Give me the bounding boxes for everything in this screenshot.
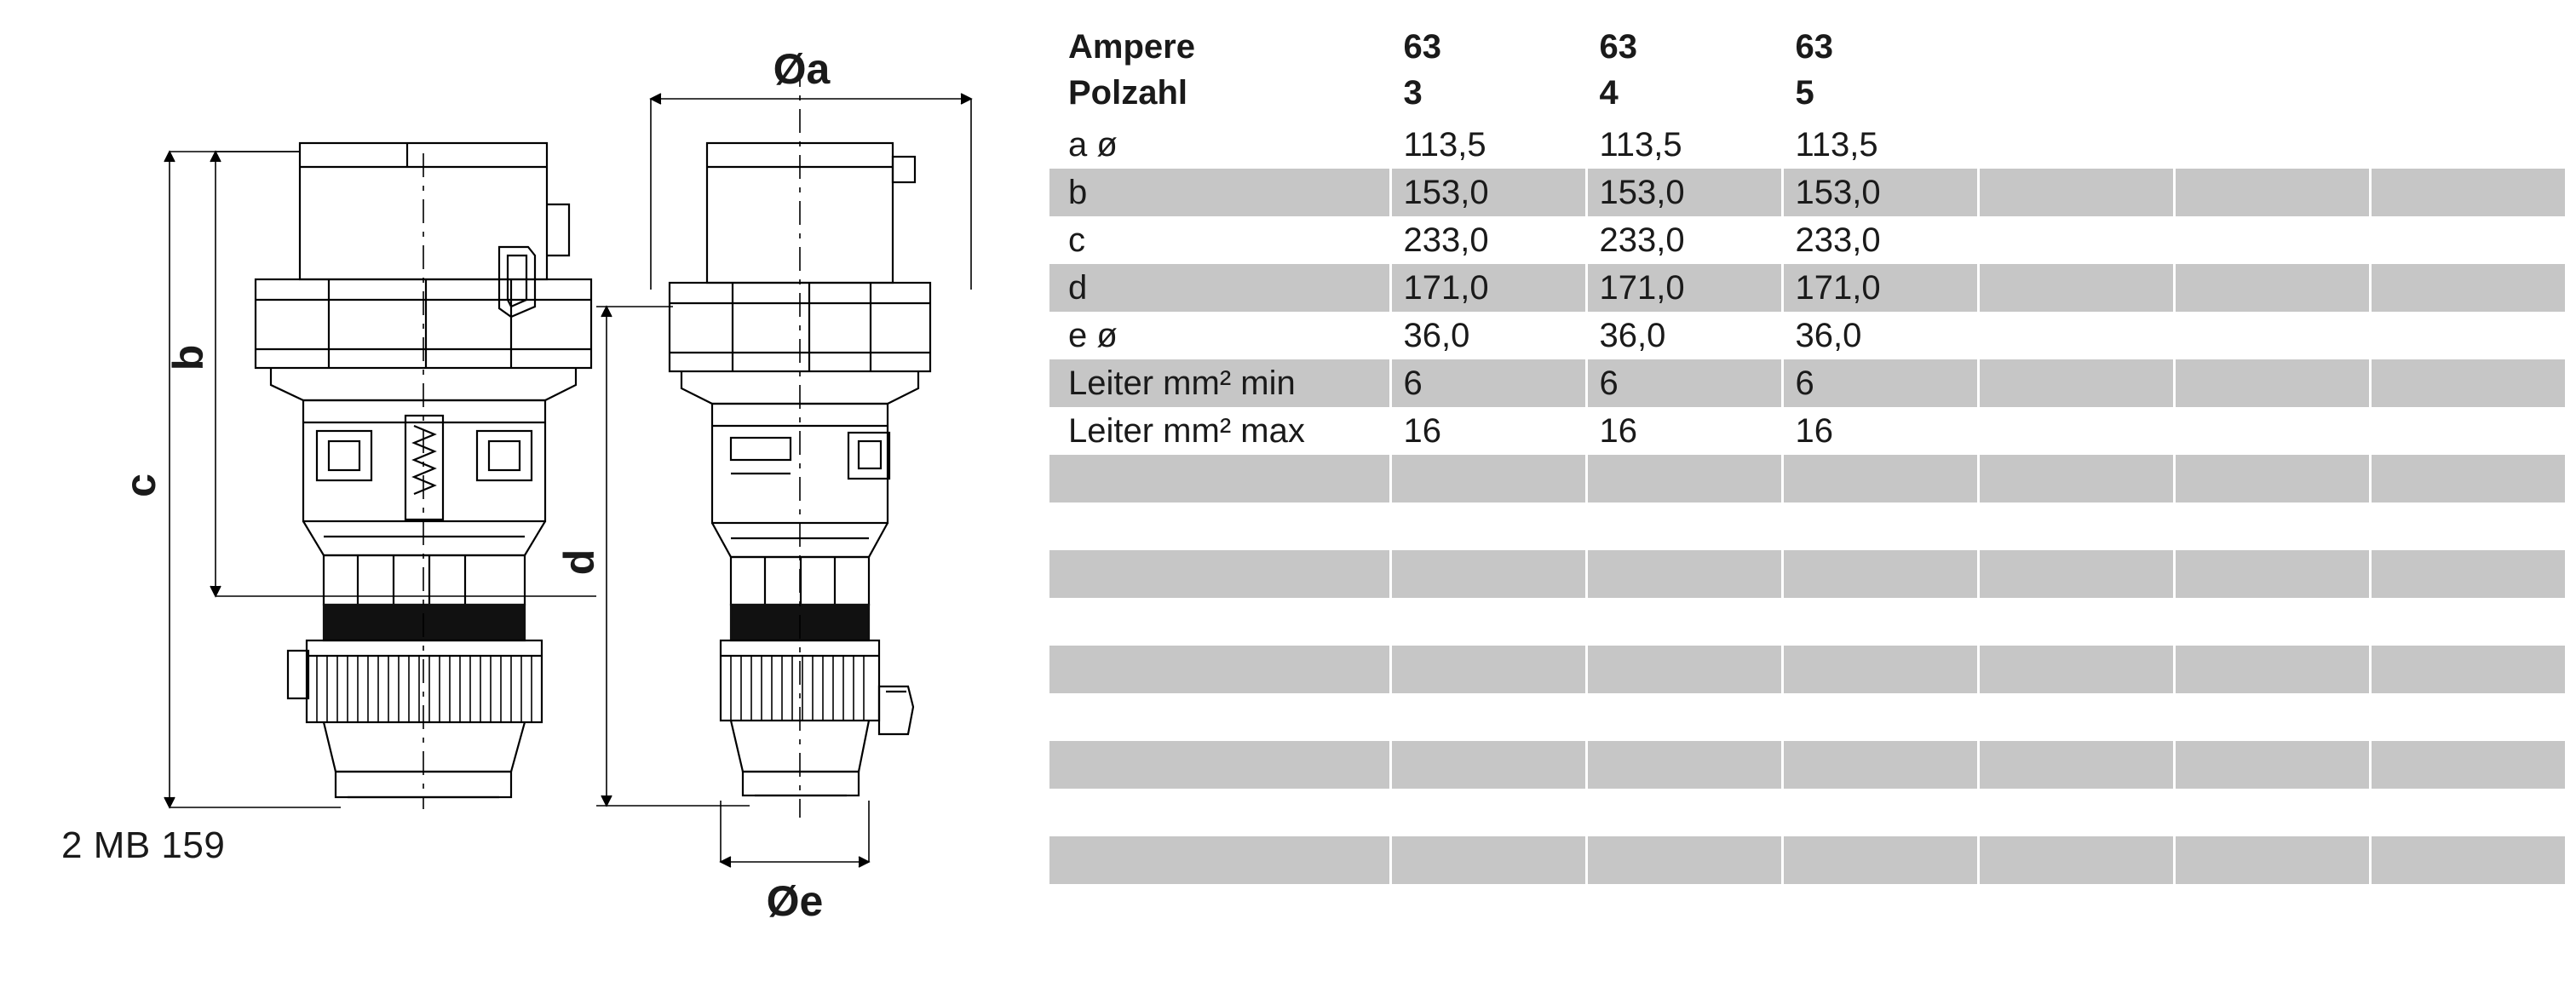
table-row (1049, 312, 2566, 359)
table-row (1049, 502, 2566, 550)
cell-value (2370, 359, 2566, 407)
row-label (1049, 646, 1390, 693)
cell-value (1390, 455, 1586, 502)
cell-value (1978, 646, 2174, 693)
cell-value (2370, 693, 2566, 741)
cell-value (2370, 646, 2566, 693)
cell-value (1782, 502, 1978, 550)
cell-value: 153,0 (1782, 169, 1978, 216)
cell-value (1782, 598, 1978, 646)
cell-value (2174, 789, 2370, 836)
cell-value (2370, 550, 2566, 598)
table-row (1049, 455, 2566, 502)
row-label: d (1049, 264, 1390, 312)
cell-value: 63 (1782, 17, 1978, 70)
table-row-ampere (1049, 17, 2566, 70)
dimension-c (164, 152, 341, 807)
cell-value (1978, 693, 2174, 741)
table-row (1049, 741, 2566, 789)
cell-value (2174, 741, 2370, 789)
cell-value (2174, 836, 2370, 884)
label-d: d (555, 548, 603, 576)
cell-value (1978, 121, 2174, 169)
specification-table-body (1049, 17, 2566, 884)
cell-value (1978, 407, 2174, 455)
cell-value (1390, 502, 1586, 550)
cell-value (2174, 455, 2370, 502)
cell-value (1782, 550, 1978, 598)
cell-value (1390, 646, 1586, 693)
cell-value (2370, 407, 2566, 455)
cell-value: 113,5 (1586, 121, 1782, 169)
cell-value (1782, 693, 1978, 741)
row-label (1049, 502, 1390, 550)
cell-value: 16 (1390, 407, 1586, 455)
row-label (1049, 789, 1390, 836)
row-label: Leiter mm² min (1049, 359, 1390, 407)
cell-value (1978, 455, 2174, 502)
cell-value (2370, 836, 2566, 884)
table-row (1049, 550, 2566, 598)
cell-value: 233,0 (1390, 216, 1586, 264)
cell-value (2370, 741, 2566, 789)
row-label: Polzahl (1049, 70, 1390, 116)
cell-value (1978, 216, 2174, 264)
cell-value (1586, 455, 1782, 502)
row-label (1049, 455, 1390, 502)
cell-value (2174, 693, 2370, 741)
cell-value (1586, 598, 1782, 646)
cell-value (2174, 312, 2370, 359)
cell-value (1390, 598, 1586, 646)
table-row (1049, 598, 2566, 646)
cell-value (1978, 312, 2174, 359)
cell-value (1782, 836, 1978, 884)
cell-value (1586, 836, 1782, 884)
cell-value (1782, 741, 1978, 789)
label-diameter-e: Øe (766, 877, 824, 925)
cell-value: 233,0 (1586, 216, 1782, 264)
cell-value: 6 (1390, 359, 1586, 407)
table-row (1049, 646, 2566, 693)
cell-value (1978, 17, 2174, 70)
cell-value (2174, 359, 2370, 407)
table-row-polzahl (1049, 70, 2566, 116)
cell-value: 113,5 (1390, 121, 1586, 169)
cell-value (1390, 693, 1586, 741)
row-label: Ampere (1049, 17, 1390, 70)
cell-value (2370, 502, 2566, 550)
row-label: e ø (1049, 312, 1390, 359)
table-row (1049, 693, 2566, 741)
cell-value (2174, 502, 2370, 550)
cell-value: 171,0 (1586, 264, 1782, 312)
cell-value: 36,0 (1782, 312, 1978, 359)
table-row (1049, 789, 2566, 836)
table-row (1049, 836, 2566, 884)
table-row (1049, 216, 2566, 264)
cell-value (1978, 169, 2174, 216)
cell-value (1978, 789, 2174, 836)
cell-value (2370, 312, 2566, 359)
dimension-d (596, 307, 750, 806)
cell-value: 6 (1782, 359, 1978, 407)
cell-value (2174, 264, 2370, 312)
cell-value (1390, 741, 1586, 789)
specification-table (1049, 17, 2567, 884)
cell-value (2174, 17, 2370, 70)
row-label: c (1049, 216, 1390, 264)
cell-value (1782, 789, 1978, 836)
cell-value (1390, 836, 1586, 884)
cell-value (2370, 598, 2566, 646)
cell-value (1978, 70, 2174, 116)
table-row (1049, 121, 2566, 169)
cell-value: 63 (1390, 17, 1586, 70)
cell-value (2370, 70, 2566, 116)
cell-value: 171,0 (1782, 264, 1978, 312)
row-label (1049, 550, 1390, 598)
cell-value (1978, 598, 2174, 646)
row-label (1049, 693, 1390, 741)
cell-value (1978, 550, 2174, 598)
cell-value: 16 (1782, 407, 1978, 455)
cell-value: 36,0 (1586, 312, 1782, 359)
dimension-diameter-a (651, 94, 971, 290)
cell-value: 171,0 (1390, 264, 1586, 312)
cell-value (1978, 359, 2174, 407)
technical-drawing-panel (0, 0, 1039, 982)
cell-value (2370, 17, 2566, 70)
cell-value (1586, 741, 1782, 789)
cell-value (2370, 169, 2566, 216)
table-row (1049, 264, 2566, 312)
cell-value: 113,5 (1782, 121, 1978, 169)
cell-value: 63 (1586, 17, 1782, 70)
cell-value: 233,0 (1782, 216, 1978, 264)
cell-value (1390, 550, 1586, 598)
cell-value: 3 (1390, 70, 1586, 116)
cell-value (2370, 455, 2566, 502)
cell-value (1978, 836, 2174, 884)
cell-value: 4 (1586, 70, 1782, 116)
cell-value (2174, 169, 2370, 216)
cell-value (2174, 550, 2370, 598)
row-label (1049, 741, 1390, 789)
row-label (1049, 598, 1390, 646)
cell-value (2370, 216, 2566, 264)
row-label: Leiter mm² max (1049, 407, 1390, 455)
cell-value (2370, 789, 2566, 836)
table-row (1049, 407, 2566, 455)
table-row (1049, 359, 2566, 407)
cell-value (1586, 550, 1782, 598)
row-label: b (1049, 169, 1390, 216)
cell-value (1586, 646, 1782, 693)
dimension-b (210, 152, 596, 596)
cell-value (2174, 646, 2370, 693)
cell-value (2174, 598, 2370, 646)
cell-value (1978, 741, 2174, 789)
cell-value: 16 (1586, 407, 1782, 455)
cell-value (1782, 455, 1978, 502)
front-view-drawing (670, 63, 930, 818)
label-diameter-a: Øa (773, 45, 831, 93)
label-c: c (117, 474, 164, 497)
cell-value (1586, 502, 1782, 550)
dimension-diameter-e (721, 801, 869, 867)
row-label (1049, 836, 1390, 884)
cell-value: 5 (1782, 70, 1978, 116)
cell-value (1586, 789, 1782, 836)
cell-value: 36,0 (1390, 312, 1586, 359)
part-number-label: 2 MB 159 (61, 824, 226, 866)
cell-value (2174, 216, 2370, 264)
cell-value (1978, 502, 2174, 550)
cell-value: 153,0 (1586, 169, 1782, 216)
cell-value (2370, 121, 2566, 169)
cell-value (2174, 70, 2370, 116)
cell-value (1978, 264, 2174, 312)
cell-value (2370, 264, 2566, 312)
table-row (1049, 169, 2566, 216)
cell-value (1782, 646, 1978, 693)
row-label: a ø (1049, 121, 1390, 169)
cell-value (2174, 407, 2370, 455)
cell-value (1586, 693, 1782, 741)
cell-value (1390, 789, 1586, 836)
cell-value: 6 (1586, 359, 1782, 407)
side-view-drawing (256, 143, 591, 809)
cell-value: 153,0 (1390, 169, 1586, 216)
label-b: b (164, 344, 212, 371)
cell-value (2174, 121, 2370, 169)
specification-table-panel (1049, 17, 2566, 884)
